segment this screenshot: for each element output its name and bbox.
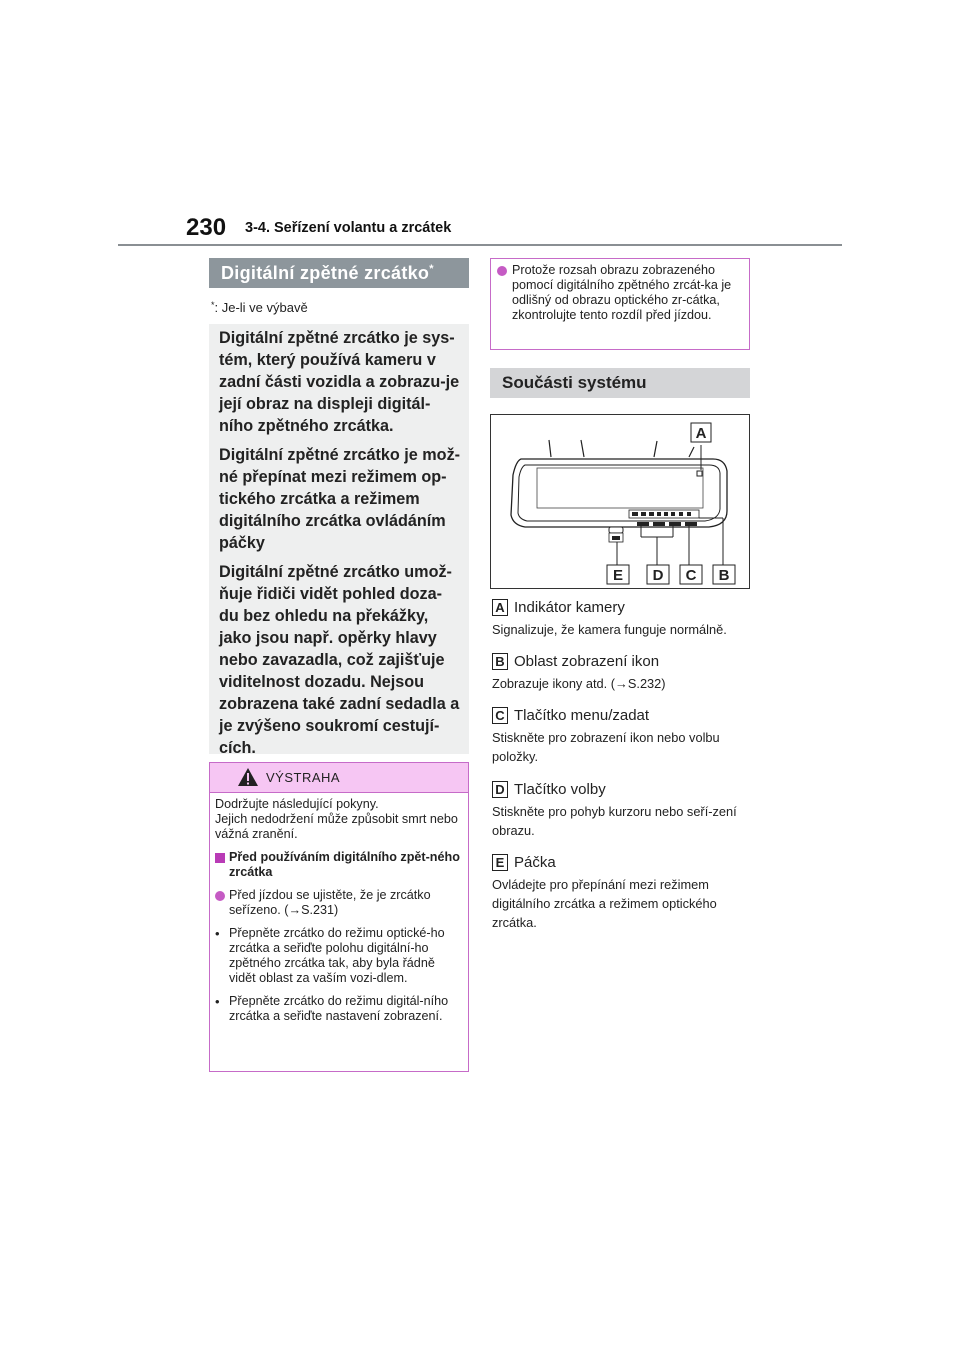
page-number: 230 xyxy=(186,214,227,241)
component-letter: E xyxy=(492,854,508,871)
note-text: Protože rozsah obrazu zobrazeného pomocí digitálního zpětného zrcát-ka je odlišný od obrazu optického zr-cátka, zkontrolujte tento rozdíl před jízdou. xyxy=(512,263,732,322)
figure-label-c: C xyxy=(685,567,697,584)
components-heading: Součásti systému xyxy=(490,368,750,398)
main-heading-marker: * xyxy=(429,263,434,275)
mirror-button xyxy=(669,522,681,526)
warning-box xyxy=(209,762,469,1072)
component-item xyxy=(492,599,750,639)
footnote-text: : Je-li ve výbavě xyxy=(214,300,308,315)
warning-intro-2: Jejich nedodržení může způsobit smrt nebo vážná zranění. xyxy=(215,812,458,841)
warning-bullet-text: Přepněte zrcátko do režimu digitál-ního zrcátka a seřiďte nastavení zobrazení. xyxy=(229,994,449,1023)
footnote xyxy=(211,300,308,315)
mirror-lever xyxy=(609,527,623,533)
figure-label-e: E xyxy=(612,567,624,584)
component-item xyxy=(492,854,750,932)
warning-triangle-icon xyxy=(237,767,259,787)
section-title: 3-4. Seřízení volantu a zrcátek xyxy=(245,220,452,236)
component-name: Indikátor kamery xyxy=(514,599,625,616)
figure-label-d: D xyxy=(652,567,664,584)
intro-box xyxy=(209,324,469,757)
component-letter: A xyxy=(492,599,508,616)
circle-bullet-icon xyxy=(497,266,507,276)
intro-paragraph: Digitální zpětné zrcátko umož-ňuje řidiči vidět pohled doza-du bez ohledu na překážky, jako jsou např. opěrky hlavy nebo zavazadla, což zajišťuje viditelnost dozadu. Nejsou zobrazena také zadní sedadla a je zvýšeno soukromí cestují-cích. xyxy=(219,563,460,757)
component-item xyxy=(492,707,750,766)
main-heading-text: Digitální zpětné zrcátko xyxy=(221,263,430,283)
component-letter: C xyxy=(492,707,508,724)
mirror-button xyxy=(637,522,649,526)
warning-header xyxy=(210,763,468,793)
component-desc: Signalizuje, že kamera funguje normálně. xyxy=(492,622,727,637)
component-desc: Zobrazuje ikony atd. (→S.232) xyxy=(492,676,666,691)
component-desc: Stiskněte pro pohyb kurzoru nebo seří-zení obrazu. xyxy=(492,804,737,838)
bullet-marker: • xyxy=(215,994,220,1009)
warning-body xyxy=(210,793,468,1024)
figure-label-b: B xyxy=(718,567,730,584)
warning-intro: Dodržujte následující pokyny. xyxy=(215,797,379,811)
component-name: Oblast zobrazení ikon xyxy=(514,653,660,670)
component-desc: Ovládejte pro přepínání mezi režimem digitálního zrcátka a režimem optického zrcátka. xyxy=(492,877,717,930)
component-name: Tlačítko menu/zadat xyxy=(514,707,650,724)
footnote-marker: * xyxy=(211,300,215,310)
warning-bullet-item xyxy=(215,926,463,986)
warning-heading-row xyxy=(215,850,463,880)
figure-label-a: A xyxy=(695,425,707,442)
intro-paragraph: Digitální zpětné zrcátko je sys-tém, který používá kameru v zadní části vozidla a zobrazu-je její obraz na displeji digitál-ního zpětného zrcátka. xyxy=(219,329,460,435)
component-desc: Stiskněte pro zobrazení ikon nebo volbu položky. xyxy=(492,730,720,764)
mirror-diagram xyxy=(490,414,750,589)
component-letter: D xyxy=(492,781,508,798)
main-heading xyxy=(209,258,469,288)
component-name: Tlačítko volby xyxy=(514,781,606,798)
warning-circle-item xyxy=(215,888,463,918)
square-bullet-icon xyxy=(215,853,225,863)
warning-label: VÝSTRAHA xyxy=(266,770,341,785)
mirror-button xyxy=(685,522,697,526)
component-name: Páčka xyxy=(514,854,556,871)
warning-bullet-text: Přepněte zrcátko do režimu optické-ho zrcátka a seřiďte polohu digitální-ho zpětného zrcátka tak, aby byla řádně vidět oblast za vaším vozi-dlem. xyxy=(229,926,445,985)
warning-bullet-item xyxy=(215,994,463,1024)
mirror-button xyxy=(653,522,665,526)
warning-circle-text: Před jízdou se ujistěte, že je zrcátko seřízeno. (→S.231) xyxy=(229,888,431,917)
bullet-marker: • xyxy=(215,926,220,941)
component-letter: B xyxy=(492,653,508,670)
warning-heading: Před používáním digitálního zpět-ného zrcátka xyxy=(229,850,460,879)
component-item xyxy=(492,781,750,840)
circle-bullet-icon xyxy=(215,891,225,901)
intro-paragraph: Digitální zpětné zrcátko je mož-né přepínat mezi režimem op-tického zrcátka a režimem digitálního zrcátka ovládáním páčky xyxy=(219,446,461,552)
component-item xyxy=(492,653,750,693)
note-box xyxy=(490,258,750,350)
header-rule xyxy=(118,244,842,246)
